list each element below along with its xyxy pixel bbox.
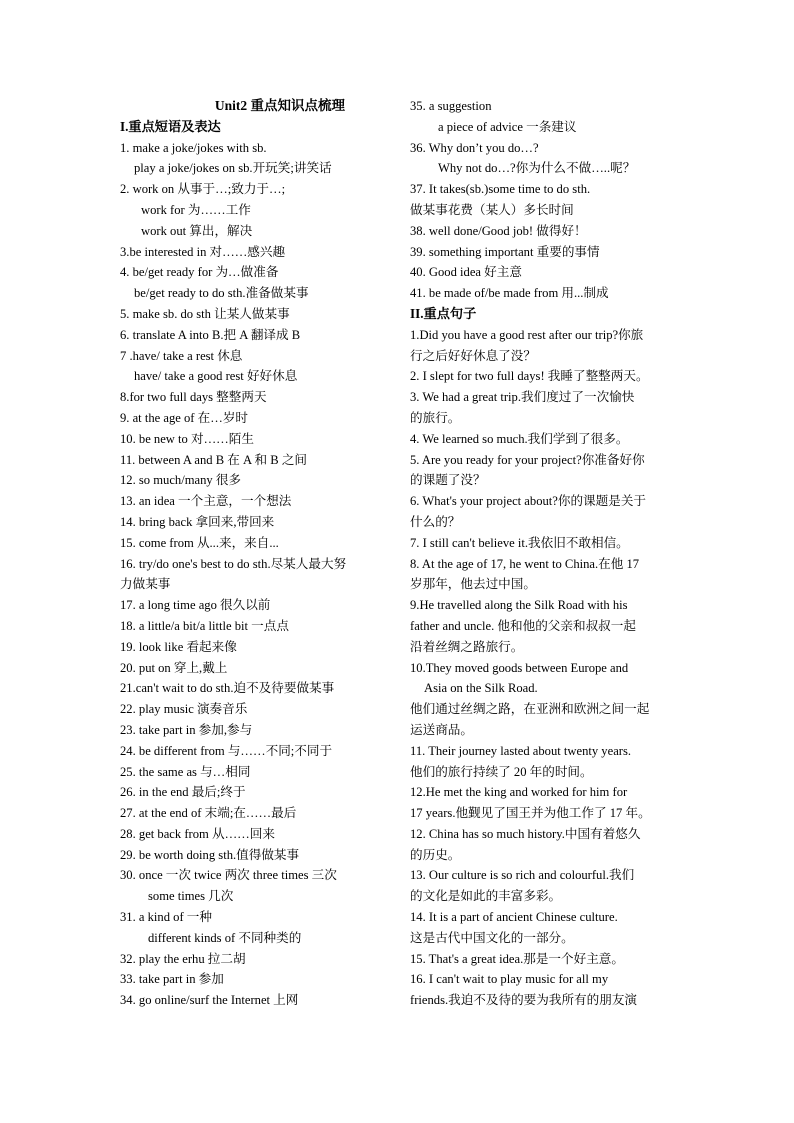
sentence-line: 的文化是如此的丰富多彩。 [410,889,562,904]
sentence-line: 这是古代中国文化的一部分。 [410,930,574,945]
phrase-line: 31. a kind of 一种 [120,910,212,925]
phrase-line: 15. come from 从...来，来自... [120,535,279,550]
sentence-line: 11. Their journey lasted about twenty years. [410,743,632,758]
sentence-line: 7. I still can't believe it.我依旧不敢相信。 [410,535,629,550]
sentence-line: 5. Are you ready for your project?你准备好你 [410,452,645,467]
sentence-line: 的课题了没？ [410,473,486,488]
phrase-line: 力做某事 [120,577,171,592]
phrase-line: 28. get back from 从……回来 [120,826,275,841]
phrase-line: 17. a long time ago 很久以前 [120,598,271,613]
phrase-line: 29. be worth doing sth.值得做某事 [120,847,300,862]
phrase-line: 40. Good idea 好主意 [410,265,522,280]
phrase-line: 14. bring back 拿回来,带回来 [120,514,275,529]
sentence-line: 4. We learned so much.我们学到了很多。 [410,431,629,446]
phrase-line: 23. take part in 参加,参与 [120,722,253,737]
phrase-line: 32. play the erhu 拉二胡 [120,951,246,966]
phrase-line: 36. Why don’t you do…? [410,140,539,155]
phrase-line: 12. so much/many 很多 [120,473,242,488]
phrase-line: be/get ready to do sth.准备做某事 [134,286,309,301]
sentence-line: 他们通过丝绸之路，在亚洲和欧洲之间一起 [410,702,650,717]
phrase-line: 22. play music 演奏音乐 [120,702,248,717]
phrase-line: 7 .have/ take a rest 休息 [120,348,243,363]
sentence-line: 17 years.他觐见了国王并为他工作了 17 年。 [410,806,651,821]
sentence-line: 6. What's your project about?你的课题是关于 [410,494,647,509]
phrase-line: 30. once 一次 twice 两次 three times 三次 [120,868,337,883]
sentence-line: 什么的？ [410,514,461,529]
sentence-line: friends.我迫不及待的要为我所有的朋友演 [410,993,638,1008]
sentence-line: 9.He travelled along the Silk Road with his [410,598,628,613]
sentence-line: 15. That's a great idea.那是一个好主意。 [410,951,624,966]
phrase-line: 9. at the age of 在…岁时 [120,410,249,425]
phrase-line: 41. be made of/be made from 用...制成 [410,286,609,301]
phrase-line: a piece of advice 一条建议 [438,119,577,134]
sentence-line: 行之后好好休息了没？ [410,348,536,363]
phrase-line: Why not do…?你为什么不做…..呢？ [438,161,636,176]
sentence-line: 2. I slept for two full days! 我睡了整整两天。 [410,369,649,384]
phrase-line: 4. be/get ready for 为…做准备 [120,265,279,280]
phrase-line: 8.for two full days 整整两天 [120,390,267,405]
sentence-line: Asia on the Silk Road. [424,681,538,696]
phrase-line: 1. make a joke/jokes with sb. [120,140,267,155]
phrase-line: 16. try/do one's best to do sth.尽某人最大努 [120,556,347,571]
phrase-line: 26. in the end 最后;终于 [120,785,246,800]
phrase-line: 20. put on 穿上,戴上 [120,660,228,675]
phrase-line: play a joke/jokes on sb.开玩笑;讲笑话 [134,161,332,176]
sentence-line: father and uncle. 他和他的父亲和叔叔一起 [410,618,636,633]
page-title: Unit2 重点知识点梳理 [214,98,346,113]
phrase-line: 27. at the end of 末端;在……最后 [120,806,297,821]
phrase-line: 6. translate A into B.把 A 翻译成 B [120,327,301,342]
sentence-line: 16. I can't wait to play music for all my [410,972,609,987]
section-heading-phrases: I.重点短语及表达 [120,118,221,134]
phrase-line: work out 算出，解决 [141,223,253,238]
sentence-line: 他们的旅行持续了 20 年的时间。 [410,764,593,779]
phrase-line: 2. work on 从事于…;致力于…; [120,182,286,197]
phrase-line: 做某事花费（某人）多长时间 [410,202,574,217]
section-heading-sentences: II.重点句子 [410,305,477,321]
phrase-line: 5. make sb. do sth 让某人做某事 [120,306,290,321]
sentence-line: 8. At the age of 17, he went to China.在他 17 [410,556,640,571]
sentence-line: 14. It is a part of ancient Chinese culture. [410,910,618,925]
phrase-line: 18. a little/a bit/a little bit 一点点 [120,618,289,633]
phrase-line: 33. take part in 参加 [120,972,224,987]
phrase-line: 34. go online/surf the Internet 上网 [120,993,299,1008]
phrase-line: 13. an idea 一个主意，一个想法 [120,494,292,509]
sentence-line: 13. Our culture is so rich and colourful.我们 [410,868,635,883]
phrase-line: 10. be new to 对……陌生 [120,431,254,446]
sentence-line: 的历史。 [410,847,461,862]
phrase-line: 21.can't wait to do sth.迫不及待要做某事 [120,681,335,696]
phrase-line: 3.be interested in 对……感兴趣 [120,244,286,259]
phrase-line: 38. well done/Good job! 做得好！ [410,223,587,238]
phrase-line: 24. be different from 与……不同;不同于 [120,743,333,758]
sentence-line: 岁那年，他去过中国。 [410,577,536,592]
sentence-line: 运送商品。 [410,722,473,737]
phrase-line: 25. the same as 与…相同 [120,764,251,779]
sentence-line: 12.He met the king and worked for him for [410,785,628,800]
phrase-line: work for 为……工作 [141,202,251,217]
phrase-line: 37. It takes(sb.)some time to do sth. [410,182,591,197]
sentence-line: 10.They moved goods between Europe and [410,660,629,675]
phrase-line: 11. between A and B 在 A 和 B 之间 [120,452,308,467]
phrase-line: 35. a suggestion [410,99,492,113]
phrase-line: some times 几次 [148,889,234,904]
sentence-line: 12. China has so much history.中国有着悠久 [410,826,641,841]
phrase-line: have/ take a good rest 好好休息 [134,369,298,384]
phrase-line: 39. something important 重要的事情 [410,244,600,259]
sentence-line: 3. We had a great trip.我们度过了一次愉快 [410,390,635,405]
phrase-line: different kinds of 不同种类的 [148,930,302,945]
right-column [410,96,676,1011]
sentence-line: 1.Did you have a good rest after our trip?你旅 [410,327,644,342]
left-column [120,96,386,1011]
phrase-line: 19. look like 看起来像 [120,639,237,654]
sentence-line: 的旅行。 [410,410,461,425]
sentence-line: 沿着丝绸之路旅行。 [410,639,524,654]
